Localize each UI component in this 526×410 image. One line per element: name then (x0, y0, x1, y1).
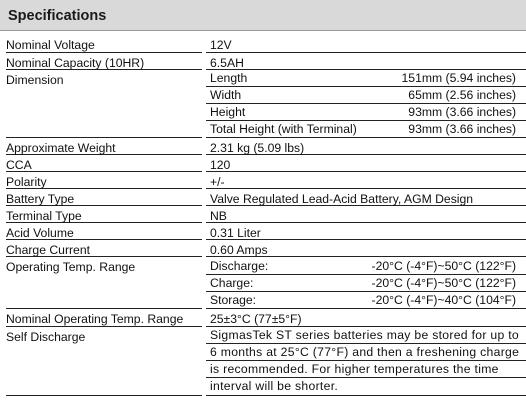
temp-charge-row (206, 275, 526, 292)
sub-value: -20°C (-4°F)~40°C (104°F) (371, 293, 516, 307)
sub-label: Width (210, 88, 242, 102)
spec-value: 12V (206, 35, 526, 53)
sub-value: 151mm (5.94 inches) (401, 71, 516, 85)
spec-row-nominal-operating-temp (0, 309, 526, 327)
sub-label: Charge: (210, 276, 254, 290)
spec-label: Terminal Type (6, 206, 202, 223)
temp-discharge-row (206, 257, 526, 275)
specifications-header (0, 0, 526, 31)
spec-label: Operating Temp. Range (6, 257, 202, 309)
spec-label: Charge Current (6, 240, 202, 257)
dimension-total-height-row (206, 121, 526, 138)
sub-value: -20°C (-4°F)~50°C (122°F) (371, 259, 516, 273)
sub-label: Length (210, 71, 248, 85)
spec-value: +/- (206, 172, 526, 189)
specifications-title: Specifications (8, 8, 107, 24)
spec-label: CCA (6, 155, 202, 172)
spec-label: Acid Volume (6, 223, 202, 240)
spec-value: 0.31 Liter (206, 223, 526, 240)
sub-value: 65mm (2.56 inches) (408, 88, 516, 102)
spec-row-self-discharge (0, 327, 526, 396)
spec-value: 2.31 kg (5.09 lbs) (206, 138, 526, 155)
spec-value: 120 (206, 155, 526, 172)
self-discharge-line: interval will be shorter. (206, 378, 526, 396)
spec-row-dimension (0, 70, 526, 138)
spec-label: Nominal Capacity (10HR) (6, 53, 202, 70)
sub-label: Discharge: (210, 259, 269, 273)
spec-value: 25±3°C (77±5°F) (206, 309, 526, 327)
spec-label: Approximate Weight (6, 138, 202, 155)
self-discharge-line: SigmasTek ST series batteries may be stored for up to (206, 327, 526, 344)
spec-row-battery-type (0, 189, 526, 206)
spec-label: Self Discharge (6, 327, 202, 396)
spec-value: 0.60 Amps (206, 240, 526, 257)
sub-value: 93mm (3.66 inches) (408, 122, 516, 136)
sub-label: Total Height (with Terminal) (210, 122, 357, 136)
temp-storage-row (206, 292, 526, 309)
sub-value: -20°C (-4°F)~50°C (122°F) (371, 276, 516, 290)
spec-label: Nominal Operating Temp. Range (6, 309, 202, 327)
spec-label: Dimension (6, 70, 202, 138)
spec-row-approximate-weight (0, 138, 526, 155)
self-discharge-line: 6 months at 25°C (77°F) and then a freshening charge (206, 344, 526, 361)
spec-row-terminal-type (0, 206, 526, 223)
spec-value: 6.5AH (206, 53, 526, 70)
dimension-length-row (206, 70, 526, 87)
spec-row-acid-volume (0, 223, 526, 240)
self-discharge-line: is recommended. For higher temperatures the time (206, 361, 526, 378)
spec-label: Polarity (6, 172, 202, 189)
spec-row-operating-temp-range (0, 257, 526, 309)
spec-row-polarity (0, 172, 526, 189)
sub-label: Height (210, 105, 246, 119)
spec-row-cca (0, 155, 526, 172)
spec-row-nominal-voltage (0, 35, 526, 53)
sub-label: Storage: (210, 293, 257, 307)
spec-label: Battery Type (6, 189, 202, 206)
spec-row-charge-current (0, 240, 526, 257)
spec-label: Nominal Voltage (6, 35, 202, 53)
sub-value: 93mm (3.66 inches) (408, 105, 516, 119)
dimension-height-row (206, 104, 526, 121)
spec-value: NB (206, 206, 526, 223)
dimension-width-row (206, 87, 526, 104)
spec-row-nominal-capacity (0, 53, 526, 70)
spec-value: Valve Regulated Lead-Acid Battery, AGM Design (206, 189, 526, 206)
